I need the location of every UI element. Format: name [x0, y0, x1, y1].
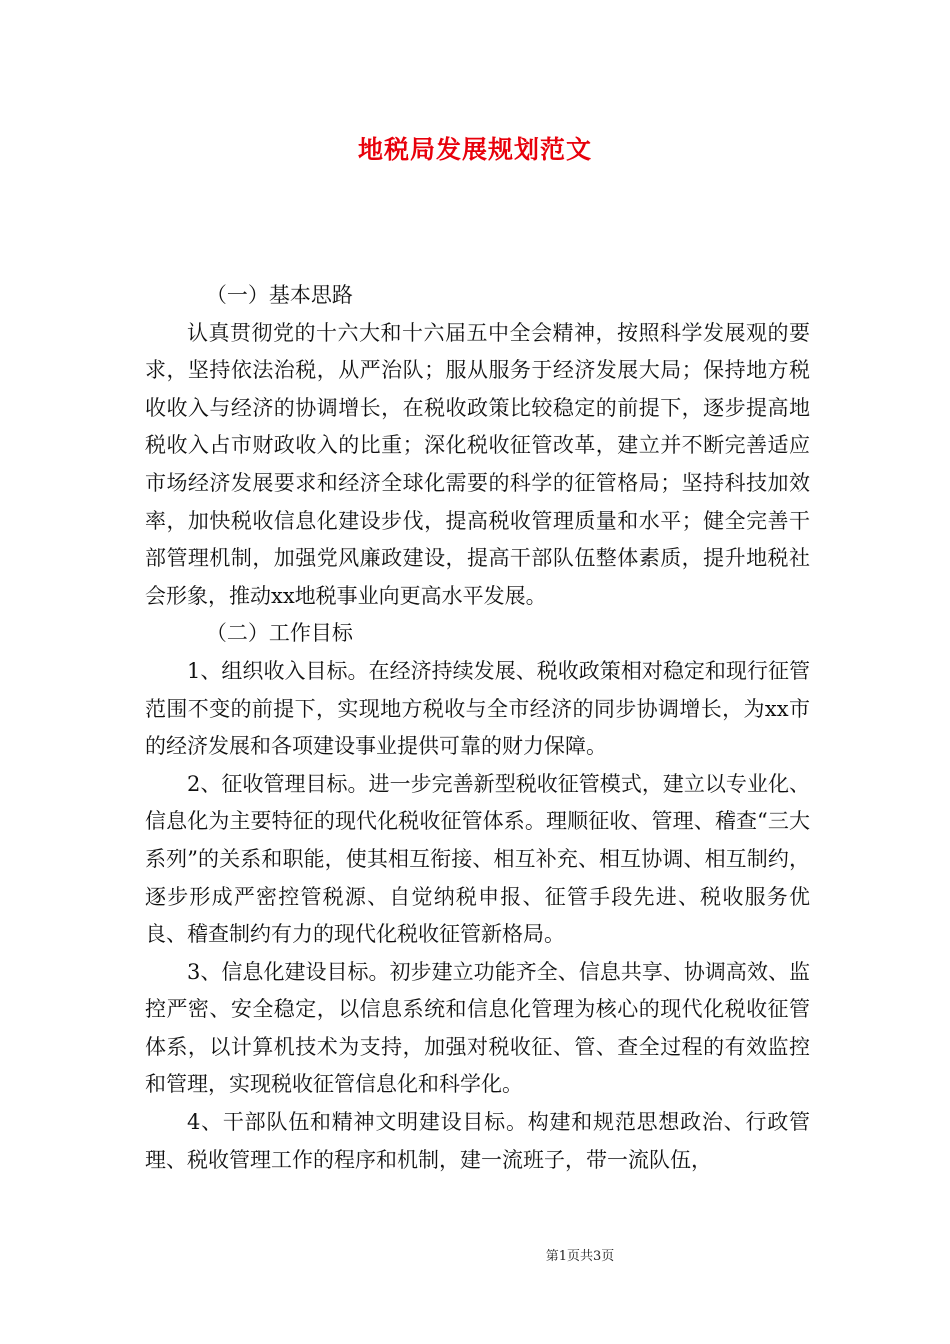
paragraph-basic-approach: 认真贯彻党的十六大和十六届五中全会精神，按照科学发展观的要求，坚持依法治税，从严治队；服从服务于经济发展大局；保持地方税收收入与经济的协调增长，在税收政策比较稳定的前提下，逐步提高地税收入占市财政收入的比重；深化税收征管改革，建立并不断完善适应市场经济发展要求和经济全球化需要的科学的征管格局；坚持科技加效率，加快税收信息化建设步伐，提高税收管理质量和水平；健全完善干部管理机制，加强党风廉政建设，提高干部队伍整体素质，提升地税社会形象，推动xx地税事业向更高水平发展。 — [145, 320, 810, 608]
document-title: 地税局发展规划范文 — [357, 135, 592, 164]
section-heading-work-goals: （二）工作目标 — [205, 621, 353, 646]
paragraph-goal-revenue: 1、组织收入目标。在经济持续发展、税收政策相对稳定和现行征管范围不变的前提下，实现地方税收与全市经济的同步协调增长，为xx市的经济发展和各项建设事业提供可靠的财力保障。 — [145, 658, 810, 759]
paragraph-goal-informatization: 3、信息化建设目标。初步建立功能齐全、信息共享、协调高效、监控严密、安全稳定，以信息系统和信息化管理为核心的现代化税收征管体系，以计算机技术为支持，加强对税收征、管、查全过程的有效监控和管理，实现税收征管信息化和科学化。 — [145, 959, 810, 1097]
paragraph-goal-staff: 4、干部队伍和精神文明建设目标。构建和规范思想政治、行政管理、税收管理工作的程序和机制，建一流班子，带一流队伍， — [145, 1110, 810, 1172]
page-number-label: 第1页共3页 — [545, 1249, 615, 1264]
paragraph-goal-collection: 2、征收管理目标。进一步完善新型税收征管模式，建立以专业化、信息化为主要特征的现代化税收征管体系。理顺征收、管理、稽查“三大系列”的关系和职能，使其相互衔接、相互补充、相互协调、相互制约，逐步形成严密控管税源、自觉纳税申报、征管手段先进、税收服务优良、稽查制约有力的现代化税收征管新格局。 — [145, 771, 810, 947]
document-body — [145, 277, 810, 1179]
page-footer — [0, 1248, 950, 1266]
section-heading-basic-approach: （一）基本思路 — [205, 283, 353, 307]
